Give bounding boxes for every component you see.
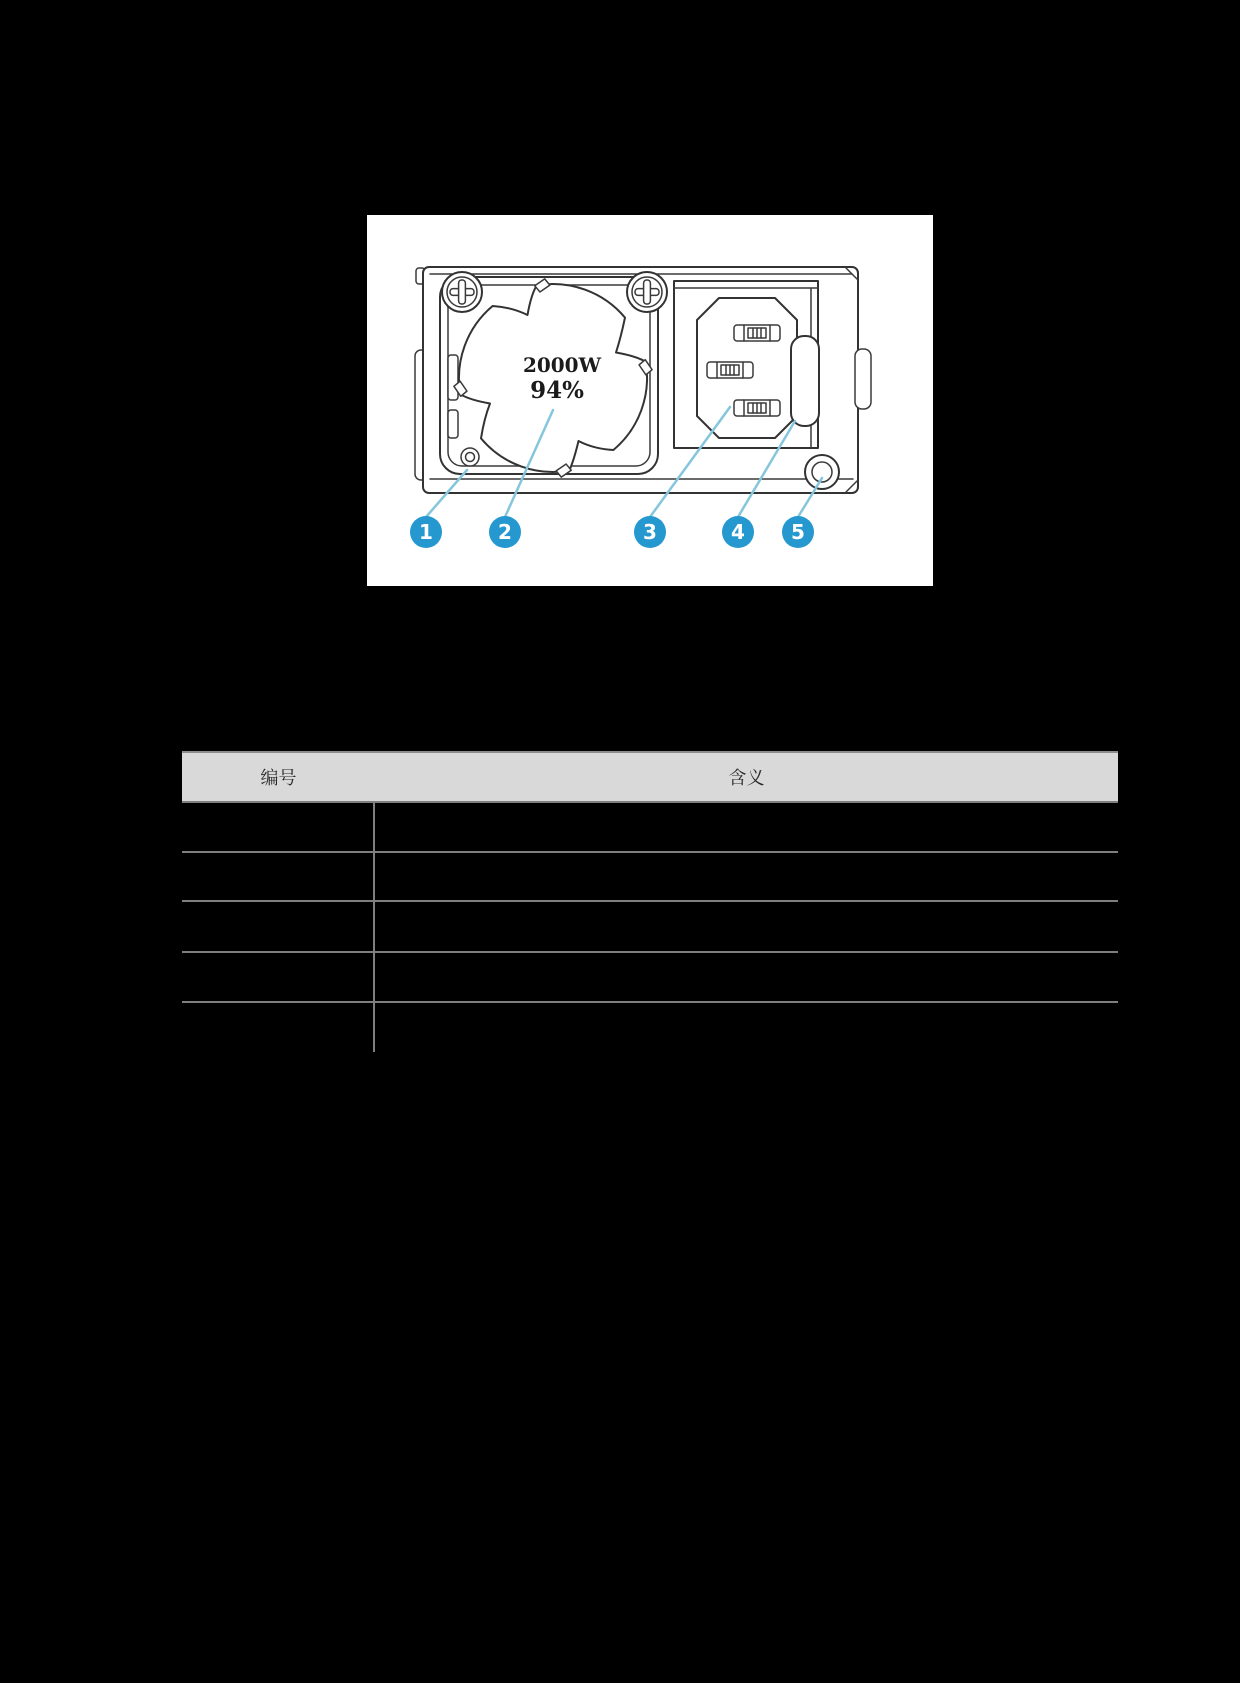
- led-indicator: [805, 455, 839, 489]
- cell-meaning: [375, 953, 1118, 1001]
- table-row: [182, 902, 1118, 953]
- table-row: [182, 1003, 1118, 1052]
- cell-number: [182, 853, 375, 900]
- header-cell-meaning: 含义: [728, 768, 765, 788]
- cell-number: [182, 1003, 375, 1052]
- svg-text:4: 4: [731, 520, 745, 544]
- psu-handle: [791, 336, 819, 426]
- cell-meaning: [375, 902, 1118, 951]
- efficiency-label: 94%: [530, 377, 584, 404]
- svg-text:5: 5: [791, 520, 805, 544]
- callout-badge-3: [634, 516, 666, 548]
- screw-icon-left: [442, 272, 482, 312]
- legend-table: [182, 751, 1118, 1052]
- callout-badge-4: [722, 516, 754, 548]
- cell-meaning: [375, 1003, 1118, 1052]
- wattage-label: 2000W: [522, 353, 602, 377]
- callout-badge-2: [489, 516, 521, 548]
- table-row: [182, 853, 1118, 902]
- cell-number: [182, 902, 375, 951]
- svg-text:1: 1: [419, 520, 433, 544]
- cell-meaning: [375, 853, 1118, 900]
- psu-figure-panel: [367, 215, 933, 586]
- callout-badges: [410, 516, 814, 548]
- cell-meaning: [375, 803, 1118, 851]
- psu-diagram: [367, 215, 933, 586]
- svg-text:2: 2: [498, 520, 512, 544]
- svg-text:3: 3: [643, 520, 657, 544]
- legend-table-header-row: [182, 751, 1118, 803]
- table-row: [182, 803, 1118, 853]
- table-row: [182, 953, 1118, 1003]
- header-cell-number: 编号: [260, 768, 297, 788]
- cell-number: [182, 953, 375, 1001]
- right-latch-tab: [855, 349, 871, 409]
- cell-number: [182, 803, 375, 851]
- screw-icon-right: [627, 272, 667, 312]
- callout-badge-1: [410, 516, 442, 548]
- callout-badge-5: [782, 516, 814, 548]
